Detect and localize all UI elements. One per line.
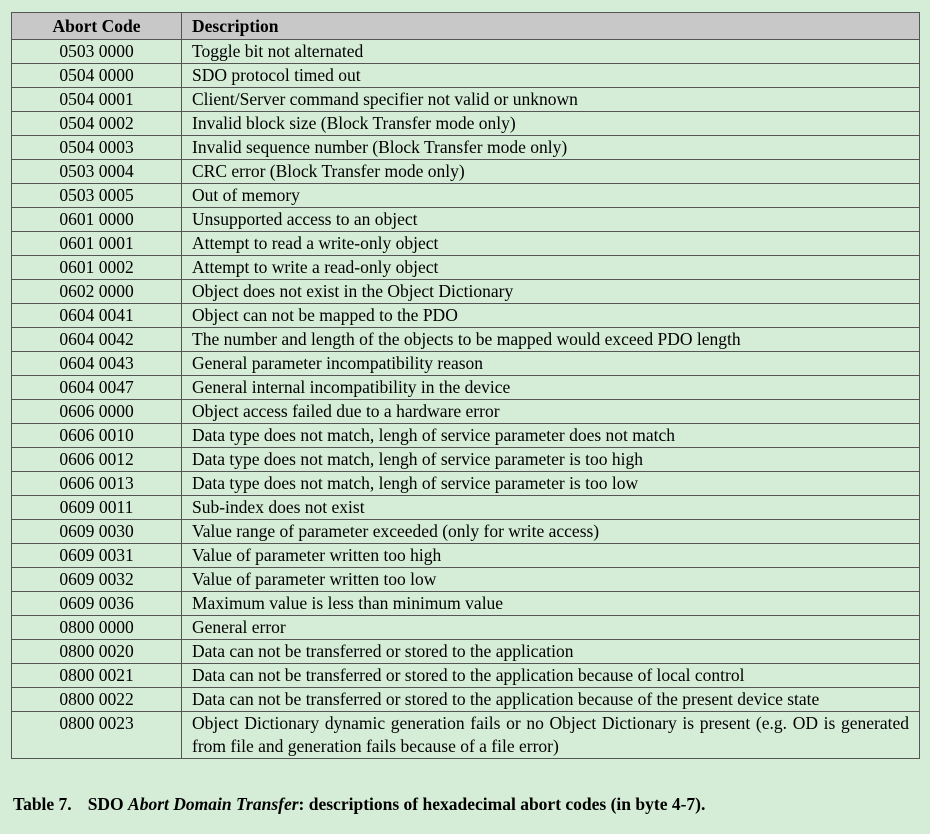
table-row	[12, 568, 920, 592]
table-row	[12, 376, 920, 400]
caption-suffix: : descriptions of hexadecimal abort codes (in byte 4-7).	[298, 794, 706, 814]
description-cell: Maximum value is less than minimum value	[182, 592, 920, 616]
caption-italic-term: Abort Domain Transfer	[128, 794, 299, 814]
description-cell: Value of parameter written too low	[182, 568, 920, 592]
abort-code-cell: 0504 0003	[12, 136, 182, 160]
description-cell: General error	[182, 616, 920, 640]
abort-code-cell: 0609 0031	[12, 544, 182, 568]
abort-code-cell: 0604 0041	[12, 304, 182, 328]
table-row	[12, 160, 920, 184]
table-body	[12, 40, 920, 759]
abort-code-cell: 0609 0032	[12, 568, 182, 592]
abort-code-cell: 0609 0011	[12, 496, 182, 520]
description-cell: Data can not be transferred or stored to the application because of local control	[182, 664, 920, 688]
abort-code-cell: 0601 0002	[12, 256, 182, 280]
abort-code-cell: 0503 0005	[12, 184, 182, 208]
description-cell: Object Dictionary dynamic generation fails or no Object Dictionary is present (e.g. OD is generated from file and generation fails because of a file error)	[182, 712, 920, 759]
abort-code-table	[11, 12, 920, 759]
description-cell: The number and length of the objects to be mapped would exceed PDO length	[182, 328, 920, 352]
table-row	[12, 592, 920, 616]
description-cell: General parameter incompatibility reason	[182, 352, 920, 376]
abort-code-cell: 0503 0000	[12, 40, 182, 64]
description-cell: Value of parameter written too high	[182, 544, 920, 568]
abort-code-cell: 0601 0001	[12, 232, 182, 256]
table-header-row	[12, 13, 920, 40]
description-cell: SDO protocol timed out	[182, 64, 920, 88]
description-cell: CRC error (Block Transfer mode only)	[182, 160, 920, 184]
abort-code-cell: 0609 0036	[12, 592, 182, 616]
abort-code-cell: 0800 0000	[12, 616, 182, 640]
abort-code-cell: 0609 0030	[12, 520, 182, 544]
table-row	[12, 400, 920, 424]
abort-code-cell: 0800 0021	[12, 664, 182, 688]
abort-code-cell: 0606 0010	[12, 424, 182, 448]
table-row	[12, 208, 920, 232]
table-row	[12, 424, 920, 448]
abort-code-cell: 0604 0042	[12, 328, 182, 352]
description-cell: Invalid block size (Block Transfer mode only)	[182, 112, 920, 136]
description-cell: Data type does not match, lengh of service parameter does not match	[182, 424, 920, 448]
table-caption	[13, 794, 705, 815]
table-row	[12, 448, 920, 472]
description-cell: Object does not exist in the Object Dictionary	[182, 280, 920, 304]
abort-code-cell: 0504 0002	[12, 112, 182, 136]
description-cell: Unsupported access to an object	[182, 208, 920, 232]
description-cell: General internal incompatibility in the device	[182, 376, 920, 400]
caption-number: Table 7.	[13, 794, 72, 814]
abort-code-cell: 0604 0043	[12, 352, 182, 376]
abort-code-cell: 0606 0000	[12, 400, 182, 424]
table-row	[12, 688, 920, 712]
description-cell: Data can not be transferred or stored to the application	[182, 640, 920, 664]
abort-code-cell: 0503 0004	[12, 160, 182, 184]
table-row	[12, 184, 920, 208]
table-row	[12, 328, 920, 352]
description-cell: Attempt to read a write-only object	[182, 232, 920, 256]
caption-prefix: SDO	[87, 794, 129, 814]
abort-code-cell: 0800 0022	[12, 688, 182, 712]
abort-code-cell: 0800 0020	[12, 640, 182, 664]
description-cell: Attempt to write a read-only object	[182, 256, 920, 280]
description-cell: Client/Server command specifier not valid or unknown	[182, 88, 920, 112]
description-cell: Data type does not match, lengh of service parameter is too high	[182, 448, 920, 472]
table-row	[12, 640, 920, 664]
abort-code-header: Abort Code	[12, 13, 182, 40]
description-cell: Data type does not match, lengh of service parameter is too low	[182, 472, 920, 496]
description-cell: Object access failed due to a hardware error	[182, 400, 920, 424]
description-cell: Sub-index does not exist	[182, 496, 920, 520]
abort-code-cell: 0800 0023	[12, 712, 182, 759]
table-row	[12, 472, 920, 496]
abort-code-cell: 0504 0000	[12, 64, 182, 88]
table-row	[12, 232, 920, 256]
table-row	[12, 616, 920, 640]
table-row	[12, 664, 920, 688]
table-row	[12, 304, 920, 328]
table-row	[12, 256, 920, 280]
table-row	[12, 280, 920, 304]
description-cell: Object can not be mapped to the PDO	[182, 304, 920, 328]
abort-code-cell: 0602 0000	[12, 280, 182, 304]
description-cell: Data can not be transferred or stored to the application because of the present device state	[182, 688, 920, 712]
description-cell: Toggle bit not alternated	[182, 40, 920, 64]
table-row	[12, 496, 920, 520]
table-row	[12, 712, 920, 759]
abort-code-cell: 0606 0013	[12, 472, 182, 496]
abort-code-cell: 0604 0047	[12, 376, 182, 400]
table-row	[12, 40, 920, 64]
table-row	[12, 112, 920, 136]
abort-code-cell: 0601 0000	[12, 208, 182, 232]
description-cell: Out of memory	[182, 184, 920, 208]
table-row	[12, 136, 920, 160]
table-row	[12, 64, 920, 88]
table-row	[12, 352, 920, 376]
abort-code-cell: 0606 0012	[12, 448, 182, 472]
description-cell: Value range of parameter exceeded (only for write access)	[182, 520, 920, 544]
abort-code-cell: 0504 0001	[12, 88, 182, 112]
description-cell: Invalid sequence number (Block Transfer mode only)	[182, 136, 920, 160]
table-row	[12, 544, 920, 568]
table-row	[12, 520, 920, 544]
description-header: Description	[182, 13, 920, 40]
table-row	[12, 88, 920, 112]
